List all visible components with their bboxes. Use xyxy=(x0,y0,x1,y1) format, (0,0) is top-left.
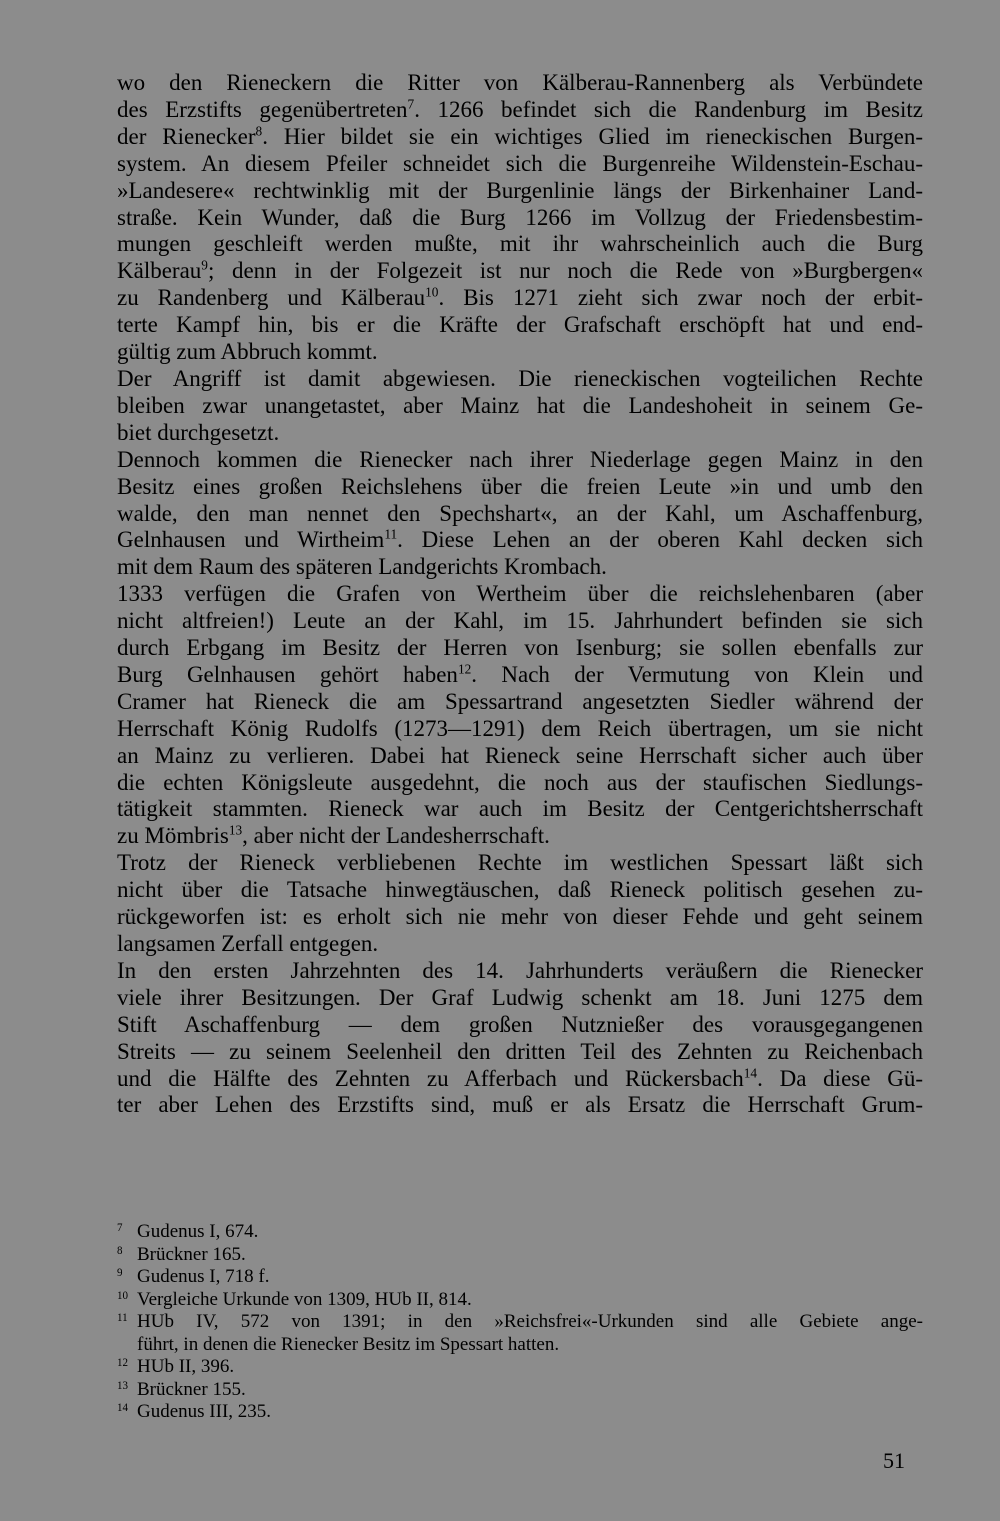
text-line xyxy=(117,770,923,797)
text-line xyxy=(117,447,923,474)
line-text: »Landesere« rechtwinklig mit der Burgenlinie längs der Birkenhainer Land- xyxy=(117,177,923,203)
line-text: des Erzstifts gegenübertreten xyxy=(117,96,408,122)
page-number: 51 xyxy=(883,1448,905,1473)
text-line xyxy=(117,527,923,554)
line-text: straße. Kein Wunder, daß die Burg 1266 im Vollzug der Friedensbestim- xyxy=(117,204,923,230)
line-text: Trotz der Rieneck verbliebenen Rechte im westlichen Spessart läßt sich xyxy=(117,850,923,876)
text-line xyxy=(117,97,923,124)
footnote-number xyxy=(117,1266,137,1289)
footnote-ref: 11 xyxy=(384,527,398,543)
line-text: Kälberau xyxy=(117,258,202,284)
text-line xyxy=(117,743,923,770)
line-text: Gelnhausen und Wirtheim xyxy=(117,527,385,553)
footnote-number xyxy=(117,1379,137,1402)
line-text: rückgeworfen ist: es erholt sich nie mehr von dieser Fehde und geht seinem xyxy=(117,904,923,930)
footnote xyxy=(117,1289,923,1312)
line-text: ter aber Lehen des Erzstifts sind, muß er als Ersatz die Herrschaft Grum- xyxy=(117,1092,923,1118)
footnote xyxy=(117,1266,923,1289)
footnote-number-sup: 14 xyxy=(117,1401,129,1414)
text-line xyxy=(117,904,923,931)
line-text: und die Hälfte des Zehnten zu Afferbach und Rückersbach xyxy=(117,1065,744,1091)
footnote-number xyxy=(117,1244,137,1267)
footnote-number-sup: 11 xyxy=(117,1311,128,1324)
body-text xyxy=(117,70,923,1119)
text-line xyxy=(117,581,923,608)
text-line xyxy=(117,258,923,285)
text-line xyxy=(117,124,923,151)
line-text: viele ihrer Besitzungen. Der Graf Ludwig schenkt am 18. Juni 1275 dem xyxy=(117,984,923,1010)
footnote-text: Gudenus I, 718 f. xyxy=(137,1266,270,1287)
footnote-text: Brückner 165. xyxy=(137,1243,246,1265)
line-text: , aber nicht der Landesherrschaft. xyxy=(242,823,550,849)
text-line xyxy=(117,796,923,823)
line-text: bleiben zwar unangetastet, aber Mainz hat die Landeshoheit in seinem Ge- xyxy=(117,392,923,418)
text-line xyxy=(117,151,923,178)
footnote-text: HUb II, 396. xyxy=(137,1356,235,1377)
text-line xyxy=(117,985,923,1012)
line-text: . 1266 befindet sich die Randenburg im Besitz xyxy=(414,96,923,122)
line-text: . Nach der Vermutung von Klein und xyxy=(471,661,923,687)
text-line xyxy=(117,393,923,420)
line-text: Der Angriff ist damit abgewiesen. Die rieneckischen vogteilichen Rechte xyxy=(117,365,923,391)
footnote xyxy=(117,1221,923,1244)
footnote-text: Vergleiche Urkunde von 1309, HUb II, 814. xyxy=(137,1288,472,1310)
text-line xyxy=(117,958,923,985)
line-text: . Diese Lehen an der oberen Kahl decken sich xyxy=(397,527,923,553)
line-text: Besitz eines großen Reichslehens über die freien Leute »in und umb den xyxy=(117,473,923,499)
footnote-continuation xyxy=(117,1334,923,1357)
text-line xyxy=(117,554,923,581)
line-text: biet durchgesetzt. xyxy=(117,419,280,445)
text-line xyxy=(117,877,923,904)
line-text: nicht über die Tatsache hinwegtäuschen, daß Rieneck politisch gesehen zu- xyxy=(117,877,923,903)
line-text: wo den Rieneckern die Ritter von Kälberau-Rannenberg als Verbündete xyxy=(117,70,923,95)
line-text: an Mainz zu verlieren. Dabei hat Rieneck seine Herrschaft sicher auch über xyxy=(117,742,923,768)
text-line xyxy=(117,420,923,447)
text-line xyxy=(117,1012,923,1039)
line-text: Herrschaft König Rudolfs (1273—1291) dem Reich übertragen, um sie nicht xyxy=(117,715,923,741)
line-text: terte Kampf hin, bis er die Kräfte der Grafschaft erschöpft hat und end- xyxy=(117,312,923,338)
line-text: nicht altfreien!) Leute an der Kahl, im 15. Jahrhundert befinden sie sich xyxy=(117,608,923,634)
footnote xyxy=(117,1379,923,1402)
footnote xyxy=(117,1401,923,1424)
line-text: der Rienecker xyxy=(117,123,256,149)
text-line xyxy=(117,70,923,97)
footnote-number-sup: 13 xyxy=(117,1379,129,1392)
footnote xyxy=(117,1311,923,1334)
line-text: gültig zum Abbruch kommt. xyxy=(117,339,378,365)
footnote-ref: 14 xyxy=(743,1065,758,1081)
footnote-ref: 13 xyxy=(228,823,243,839)
line-text: Stift Aschaffenburg — dem großen Nutznießer des vorausgegangenen xyxy=(117,1011,923,1037)
text-line xyxy=(117,1066,923,1093)
line-text: mit dem Raum des späteren Landgerichts Krombach. xyxy=(117,554,607,580)
text-line xyxy=(117,823,923,850)
text-line xyxy=(117,850,923,877)
text-line xyxy=(117,178,923,205)
line-text: 1333 verfügen die Grafen von Wertheim über die reichslehenbaren (aber xyxy=(117,581,923,607)
footnote-number-sup: 9 xyxy=(117,1266,123,1279)
footnote-text: Brückner 155. xyxy=(137,1378,246,1400)
footnote-ref: 7 xyxy=(407,96,415,112)
footnote-text: Gudenus I, 674. xyxy=(137,1221,259,1242)
footnote-ref: 8 xyxy=(255,123,263,139)
text-line xyxy=(117,931,923,958)
line-text: langsamen Zerfall entgegen. xyxy=(117,931,379,956)
text-line xyxy=(117,339,923,366)
text-line xyxy=(117,662,923,689)
line-text: mungen geschleift werden mußte, mit ihr wahrscheinlich auch die Burg xyxy=(117,231,923,257)
footnotes xyxy=(117,1221,923,1424)
line-text: In den ersten Jahrzehnten des 14. Jahrhunderts veräußern die Rienecker xyxy=(117,957,923,983)
line-text: die echten Königsleute ausgedehnt, die noch aus der staufischen Siedlungs- xyxy=(117,769,923,795)
text-line xyxy=(117,635,923,662)
footnote-text: Gudenus III, 235. xyxy=(137,1401,272,1422)
line-text: Burg Gelnhausen gehört haben xyxy=(117,661,458,687)
line-text: Dennoch kommen die Rienecker nach ihrer Niederlage gegen Mainz in den xyxy=(117,446,923,472)
line-text: zu Randenberg und Kälberau xyxy=(117,285,426,311)
line-text: tätigkeit stammten. Rieneck war auch im Besitz der Centgerichtsherrschaft xyxy=(117,796,923,822)
footnote-number-sup: 12 xyxy=(117,1356,129,1369)
footnote-ref: 10 xyxy=(425,284,439,300)
footnote xyxy=(117,1244,923,1267)
footnote-number-sup: 10 xyxy=(117,1289,129,1302)
text-line xyxy=(117,366,923,393)
text-line xyxy=(117,501,923,528)
footnote-ref: 9 xyxy=(201,258,208,274)
text-line xyxy=(117,474,923,501)
text-line xyxy=(117,716,923,743)
text-line xyxy=(117,1039,923,1066)
footnote-number xyxy=(117,1401,137,1424)
text-line xyxy=(117,689,923,716)
footnote-number xyxy=(117,1221,137,1244)
text-line xyxy=(117,312,923,339)
footnote-number xyxy=(117,1311,137,1334)
line-text: . Hier bildet sie ein wichtiges Glied im rieneckischen Burgen- xyxy=(262,123,923,149)
text-line xyxy=(117,205,923,232)
footnote-number xyxy=(117,1356,137,1379)
line-text: system. An diesem Pfeiler schneidet sich die Burgenreihe Wildenstein-Eschau- xyxy=(117,150,923,176)
line-text: Streits — zu seinem Seelenheil den dritten Teil des Zehnten zu Reichenbach xyxy=(117,1038,923,1064)
line-text: . Da diese Gü- xyxy=(757,1065,923,1091)
text-line xyxy=(117,608,923,635)
footnote-number xyxy=(117,1289,137,1312)
footnote-number-sup: 7 xyxy=(117,1221,123,1234)
line-text: walde, den man nennet den Spechshart«, an der Kahl, um Aschaffenburg, xyxy=(117,500,923,526)
line-text: Cramer hat Rieneck die am Spessartrand angesetzten Siedler während der xyxy=(117,688,923,714)
text-line xyxy=(117,285,923,312)
footnote-ref: 12 xyxy=(457,661,472,677)
line-text: ; denn in der Folgezeit ist nur noch die Rede von »Burgbergen« xyxy=(207,258,923,284)
footnote-number-sup: 8 xyxy=(117,1244,123,1257)
line-text: . Bis 1271 zieht sich zwar noch der erbit- xyxy=(438,285,924,311)
text-line xyxy=(117,1092,923,1119)
footnote-text: HUb IV, 572 von 1391; in den »Reichsfrei«-Urkunden sind alle Gebiete ange- xyxy=(137,1311,923,1332)
text-line xyxy=(117,231,923,258)
line-text: zu Mömbris xyxy=(117,823,229,849)
footnote xyxy=(117,1356,923,1379)
footnote-text: führt, in denen die Rienecker Besitz im Spessart hatten. xyxy=(137,1333,560,1355)
line-text: durch Erbgang im Besitz der Herren von Isenburg; sie sollen ebenfalls zur xyxy=(117,635,923,661)
